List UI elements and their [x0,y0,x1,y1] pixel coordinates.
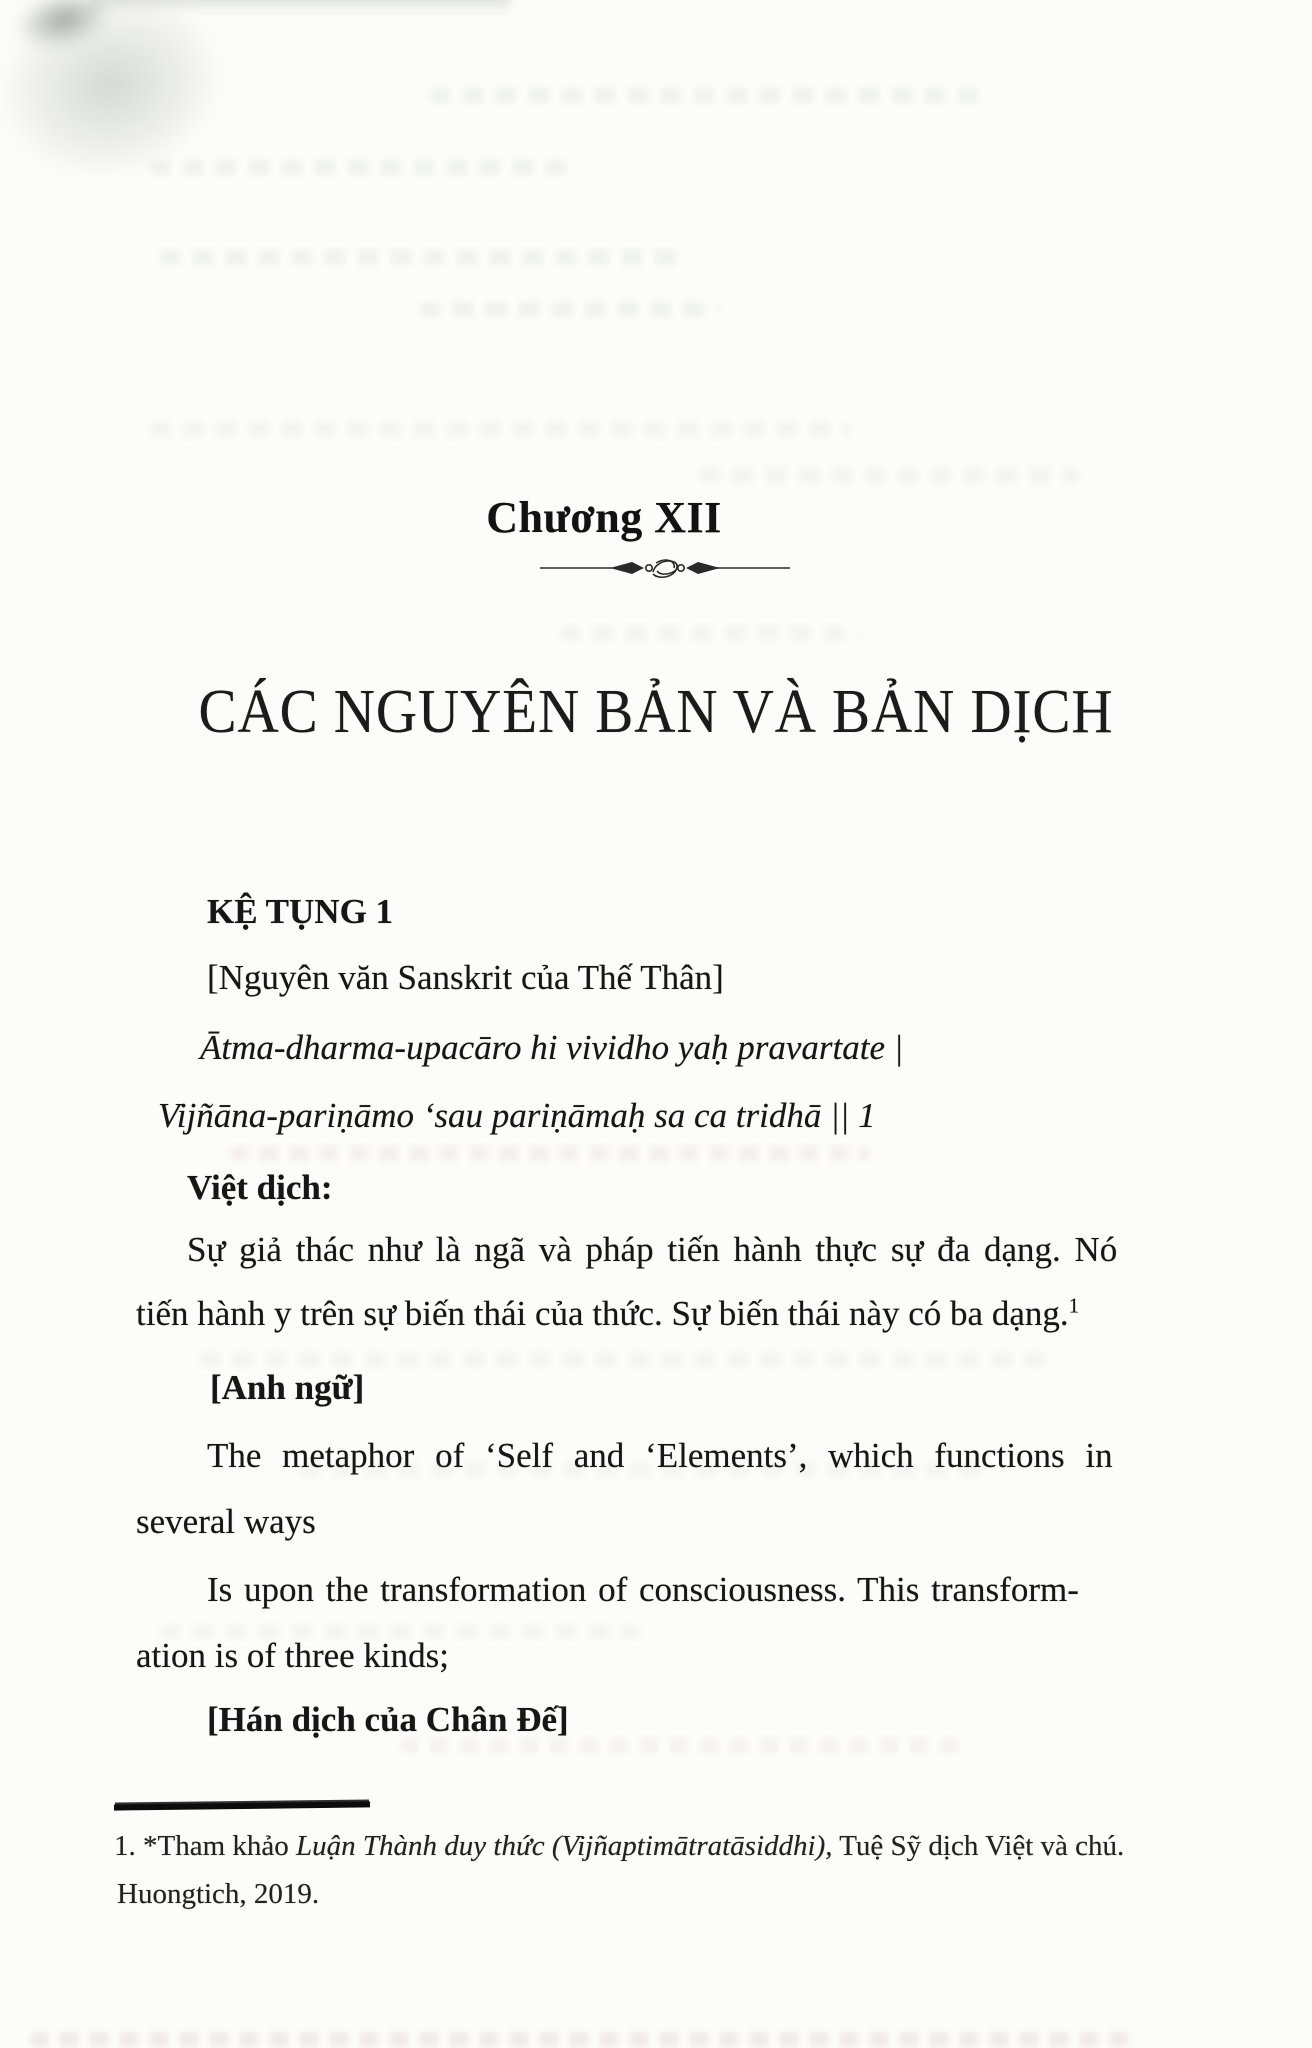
english-line-1: The metaphor of ‘Self and ‘Elements’, which functions in [207,1436,1113,1475]
sanskrit-source-label: [Nguyên văn Sanskrit của Thế Thân] [207,958,724,997]
sanskrit-verse-line-2: Vijñāna-pariṇāmo ‘sau pariṇāmaḥ sa ca tridhā || 1 [158,1096,876,1135]
divider-flourish-icon [540,551,790,585]
bleed-through-artifact [430,88,990,103]
english-translation-label: [Anh ngữ] [210,1368,365,1407]
footnote-credit: Tuệ Sỹ dịch Việt và chú. [832,1830,1125,1862]
viet-translation-line-2 [136,1292,1079,1336]
footnote-rule [114,1801,370,1810]
english-line-3: Is upon the transformation of consciousness. This transform- [207,1570,1079,1609]
bleed-through-artifact [160,250,680,265]
english-line-2: several ways [136,1502,316,1541]
han-translation-label: [Hán dịch của Chân Đế] [207,1700,569,1739]
footnote-line-2: Huongtich, 2019. [117,1878,320,1910]
viet-translation-line-1: Sự giả thác như là ngã và pháp tiến hành thực sự đa dạng. Nó [187,1230,1118,1269]
bleed-through-artifact [700,468,1080,483]
footnote-number: 1. *Tham khảo [114,1830,297,1862]
ornament-divider [540,551,790,590]
bleed-through-artifact [150,160,570,175]
page-title: CÁC NGUYÊN BẢN VÀ BẢN DỊCH [198,678,1114,746]
bleed-through-artifact [30,2032,1130,2047]
verse-heading: KỆ TỤNG 1 [207,892,394,931]
bleed-through-artifact [200,1352,1060,1367]
bleed-through-artifact [560,626,860,641]
viet-translation-label: Việt dịch: [187,1168,333,1207]
footnote-reference-marker: 1 [1068,1293,1080,1318]
bleed-through-artifact [230,1146,870,1161]
scan-edge-shadow [90,0,510,14]
page-curl-shadow [0,0,351,272]
footnote-line-1 [114,1828,1124,1864]
bleed-through-artifact [150,422,850,437]
footnote-work-title: Luận Thành duy thức (Vijñaptimātratāsiddhi), [296,1830,833,1862]
chapter-heading: Chương XII [486,493,722,542]
viet-translation-text: tiến hành y trên sự biến thái của thức. Sự biến thái này có ba dạng. [136,1294,1069,1333]
bleed-through-artifact [420,302,720,317]
sanskrit-verse-line-1: Ātma-dharma-upacāro hi vividho yaḥ pravartate | [200,1028,904,1067]
english-line-4: ation is of three kinds; [136,1636,450,1675]
